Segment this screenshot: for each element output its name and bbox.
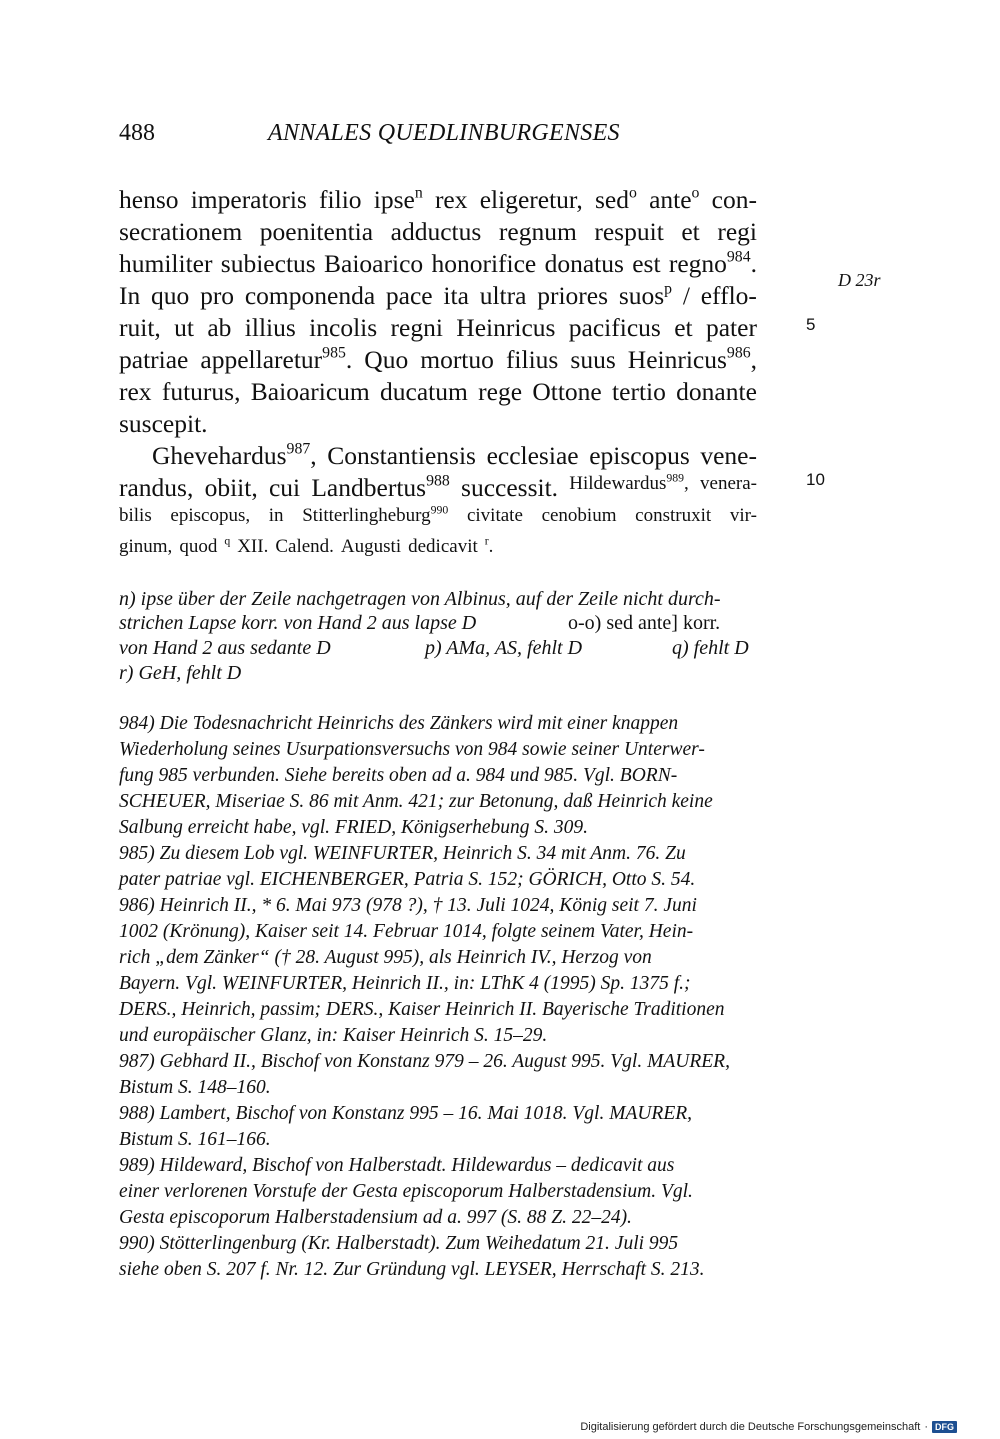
commentary-line: 988) Lambert, Bischof von Konstanz 995 – 16. Mai 1018. Vgl. MAURER, [119, 1103, 693, 1124]
commentary-line: siehe oben S. 207 f. Nr. 12. Zur Gründung vgl. LEYSER, Herrschaft S. 213. [119, 1259, 705, 1280]
commentary-line: Gesta episcoporum Halberstadensium ad a. 997 (S. 88 Z. 22–24). [119, 1207, 632, 1228]
apparatus-note: q) fehlt D [672, 637, 749, 659]
commentary-line: fung 985 verbunden. Siehe bereits oben ad a. 984 und 985. Vgl. BORN- [119, 765, 678, 786]
main-line: Ghevehardus$^{987}$, Constantiensis ecclesiae episcopus vene- [152, 440, 757, 470]
apparatus-note: strichen Lapse korr. von Hand 2 aus lapse D [119, 612, 477, 634]
credit-separator: · [924, 1421, 928, 1433]
main-line: rex futurus, Baioaricum ducatum rege Ottone tertio donante [119, 377, 757, 406]
commentary-line: 985) Zu diesem Lob vgl. WEINFURTER, Heinrich S. 34 mit Anm. 76. Zu [119, 843, 686, 864]
apparatus-note: p) AMa, AS, fehlt D [425, 637, 583, 659]
main-line: secrationem poenitentia adductus regnum respuit et regi [119, 217, 757, 246]
dfg-logo: DFG [932, 1421, 957, 1433]
commentary-line: 987) Gebhard II., Bischof von Konstanz 979 – 26. August 995. Vgl. MAURER, [119, 1051, 730, 1072]
page-number: 488 [119, 120, 155, 146]
manuscript-folio-note: D 23r [838, 270, 881, 290]
main-line: humiliter subiectus Baioarico honorifice donatus est regno$^{984}$. [119, 248, 757, 278]
commentary-line: und europäischer Glanz, in: Kaiser Heinrich S. 15–29. [119, 1025, 548, 1046]
main-line: bilis episcopus, in Stitterlingheburg$^{990}$ civitate cenobium construxit vir- [119, 503, 757, 526]
commentary-line: Bistum S. 148–160. [119, 1077, 271, 1098]
commentary-line: Bayern. Vgl. WEINFURTER, Heinrich II., in: LThK 4 (1995) Sp. 1375 f.; [119, 973, 691, 994]
commentary-line: 984) Die Todesnachricht Heinrichs des Zänkers wird mit einer knappen [119, 713, 679, 734]
main-line: randus, obiit, cui Landbertus$^{988}$ successit. Hildewardus$^{989}$, venera- [119, 471, 757, 502]
commentary-line: SCHEUER, Miseriae S. 86 mit Anm. 421; zur Betonung, daß Heinrich keine [119, 791, 713, 812]
commentary-line: 1002 (Krönung), Kaiser seit 14. Februar 1014, folgte seinem Vater, Hein- [119, 921, 694, 942]
main-line: suscepit. [119, 409, 208, 438]
commentary-line: einer verlorenen Vorstufe der Gesta episcoporum Halberstadensium. Vgl. [119, 1181, 693, 1202]
commentary-line: Bistum S. 161–166. [119, 1129, 271, 1150]
main-line: In quo pro componenda pace ita ultra priores suos$^p$ / efflo- [119, 280, 757, 310]
running-title: ANNALES QUEDLINBURGENSES [268, 120, 620, 146]
commentary-line: DERS., Heinrich, passim; DERS., Kaiser Heinrich II. Bayerische Traditionen [119, 999, 725, 1020]
commentary-line: 986) Heinrich II., * 6. Mai 973 (978 ?), † 13. Juli 1024, König seit 7. Juni [119, 895, 697, 916]
apparatus-note: von Hand 2 aus sedante D [119, 637, 331, 659]
main-line: ginum, quod $^q$ XII. Calend. Augusti dedicavit $^r$. [119, 534, 494, 557]
commentary-line: rich „dem Zänker“ († 28. August 995), als Heinrich IV., Herzog von [119, 947, 652, 968]
apparatus-note: r) GeH, fehlt D [119, 662, 242, 684]
line-number-10: 10 [806, 470, 825, 489]
commentary-line: 989) Hildeward, Bischof von Halberstadt. Hildewardus – dedicavit aus [119, 1155, 675, 1176]
apparatus-note: o-o) sed ante] korr. [568, 612, 721, 634]
digitization-credit [580, 1421, 957, 1433]
line-number-5: 5 [806, 315, 816, 334]
credit-text: Digitalisierung gefördert durch die Deutsche Forschungsgemeinschaft [580, 1421, 921, 1433]
commentary-line: pater patriae vgl. EICHENBERGER, Patria S. 152; GÖRICH, Otto S. 54. [119, 869, 696, 890]
main-line: patriae appellaretur$^{985}$. Quo mortuo filius suus Heinricus$^{986}$, [119, 344, 757, 374]
main-line: ruit, ut ab illius incolis regni Heinricus pacificus et pater [119, 313, 757, 342]
commentary-line: Wiederholung seines Usurpationsversuchs von 984 sowie seiner Unterwer- [119, 739, 705, 760]
commentary-line: 990) Stötterlingenburg (Kr. Halberstadt). Zum Weihedatum 21. Juli 995 [119, 1233, 679, 1254]
apparatus-note: n) ipse über der Zeile nachgetragen von Albinus, auf der Zeile nicht durch- [119, 588, 721, 610]
main-line: henso imperatoris filio ipse$^n$ rex eligeretur, sed$^o$ ante$^o$ con- [119, 184, 757, 214]
commentary-line: Salbung erreicht habe, vgl. FRIED, Königserhebung S. 309. [119, 817, 589, 838]
